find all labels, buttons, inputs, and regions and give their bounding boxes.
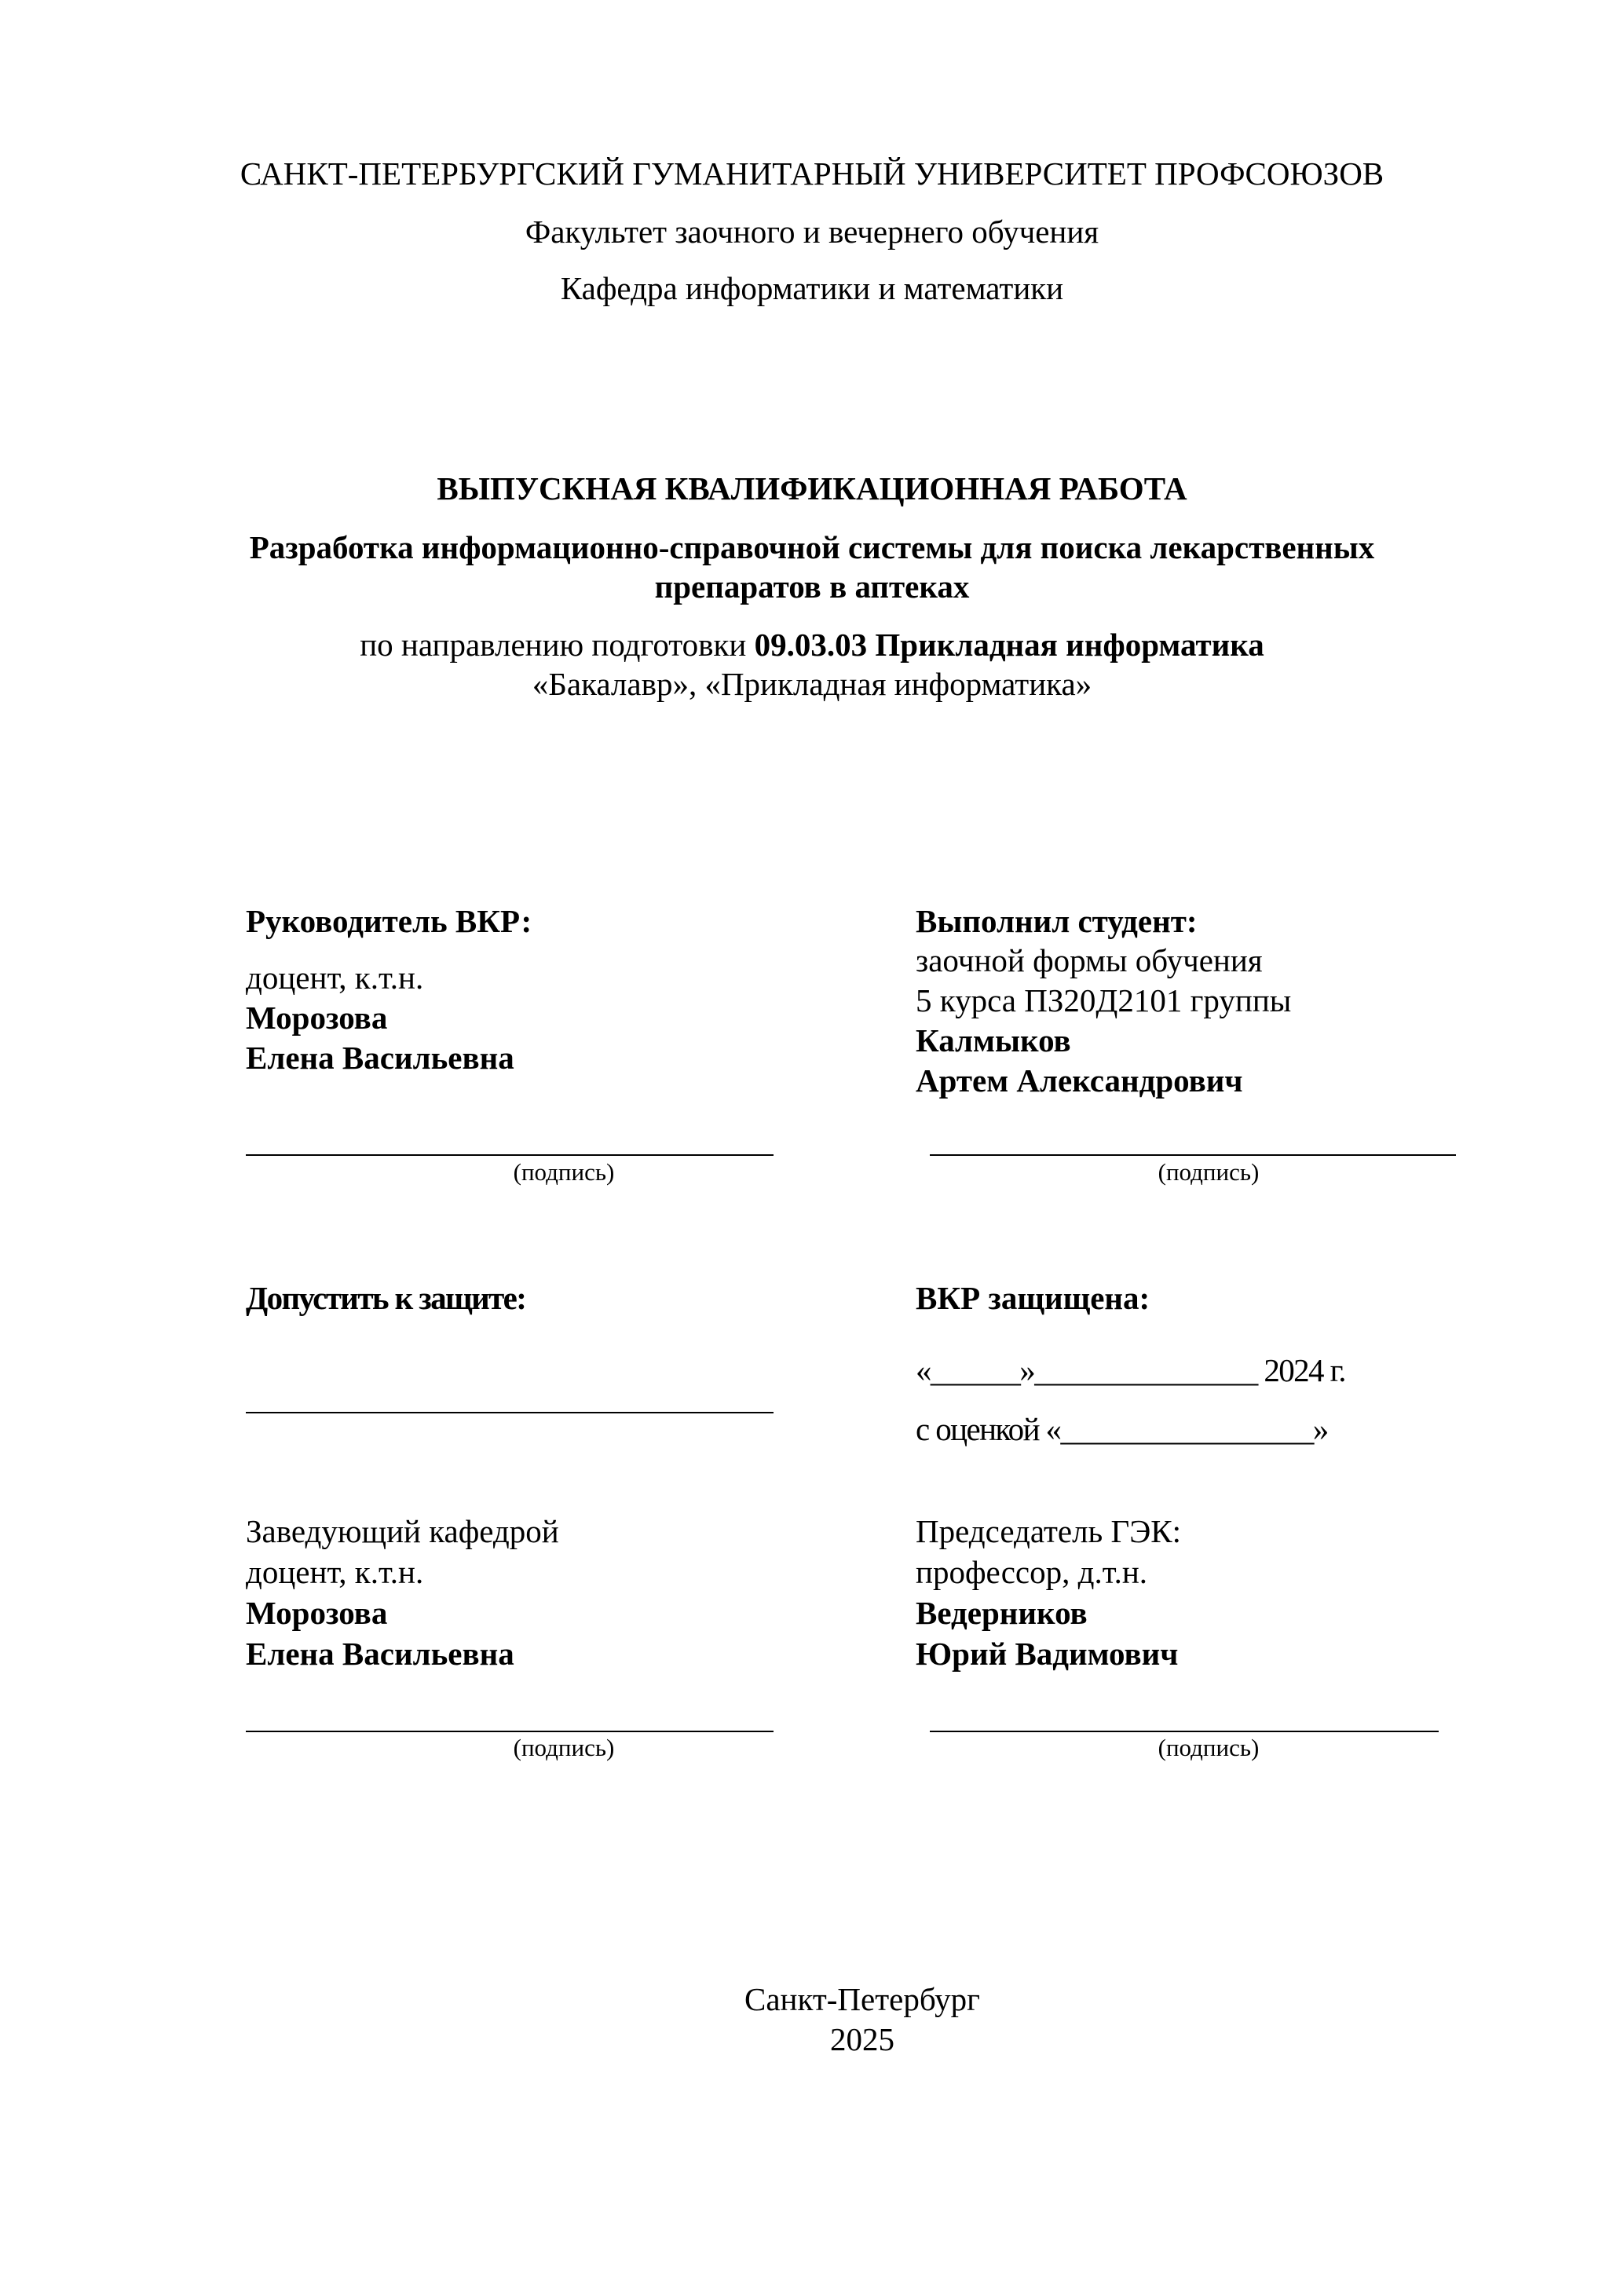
supervisor-signature-line [246, 1154, 774, 1156]
student-surname: Калмыков [916, 1022, 1071, 1058]
defense-grade-line: с оценкой «_________________» [916, 1411, 1328, 1447]
head-of-department-signature-line [246, 1731, 774, 1732]
head-of-department-surname: Морозова [246, 1595, 388, 1631]
department-name: Кафедра информатики и математики [560, 270, 1064, 306]
head-of-department-position: доцент, к.т.н. [246, 1554, 424, 1590]
faculty-name: Факультет заочного и вечернего обучения [525, 214, 1099, 250]
footer-city: Санкт-Петербург [744, 1981, 980, 2017]
thesis-topic-line-2: препаратов в аптеках [654, 569, 970, 605]
thesis-topic-line-1: Разработка информационно-справочной системы для поиска лекарственных [249, 529, 1375, 565]
supervisor-surname: Морозова [246, 1000, 388, 1036]
supervisor-position: доцент, к.т.н. [246, 960, 424, 996]
direction-code: 09.03.03 Прикладная информатика [754, 627, 1264, 663]
student-signature-line [930, 1154, 1456, 1156]
training-direction [0, 625, 1624, 664]
supervisor-name: Елена Васильевна [246, 1040, 514, 1076]
chairman-signature-caption: (подпись) [1158, 1734, 1260, 1761]
document-type: ВЫПУСКНАЯ КВАЛИФИКАЦИОННАЯ РАБОТА [437, 470, 1187, 506]
student-heading: Выполнил студент: [916, 903, 1198, 939]
admission-heading: Допустить к защите: [246, 1280, 526, 1316]
chairman-name: Юрий Вадимович [916, 1636, 1179, 1672]
admission-signature-line [246, 1412, 774, 1413]
student-signature-caption: (подпись) [1158, 1158, 1260, 1186]
chairman-signature-line [930, 1731, 1439, 1732]
supervisor-signature-caption: (подпись) [513, 1158, 615, 1186]
head-of-department-signature-caption: (подпись) [513, 1734, 615, 1761]
chairman-surname: Ведерников [916, 1595, 1088, 1631]
chairman-title: Председатель ГЭК: [916, 1513, 1182, 1549]
defense-date-line: «______»_______________ 2024 г. [916, 1352, 1345, 1388]
head-of-department-name: Елена Васильевна [246, 1636, 514, 1672]
student-group: 5 курса ПЗ20Д2101 группы [916, 982, 1292, 1018]
head-of-department-title: Заведующий кафедрой [246, 1513, 559, 1549]
student-study-form: заочной формы обучения [916, 942, 1263, 978]
supervisor-heading: Руководитель ВКР: [246, 903, 532, 939]
university-name: САНКТ-ПЕТЕРБУРГСКИЙ ГУМАНИТАРНЫЙ УНИВЕРСИТЕТ ПРОФСОЮЗОВ [240, 155, 1384, 192]
degree-profile: «Бакалавр», «Прикладная информатика» [532, 666, 1092, 702]
footer-year: 2025 [830, 2021, 894, 2057]
student-name: Артем Александрович [916, 1062, 1243, 1099]
chairman-position: профессор, д.т.н. [916, 1554, 1148, 1590]
direction-prefix: по направлению подготовки [360, 627, 747, 663]
defense-heading: ВКР защищена: [916, 1280, 1150, 1316]
